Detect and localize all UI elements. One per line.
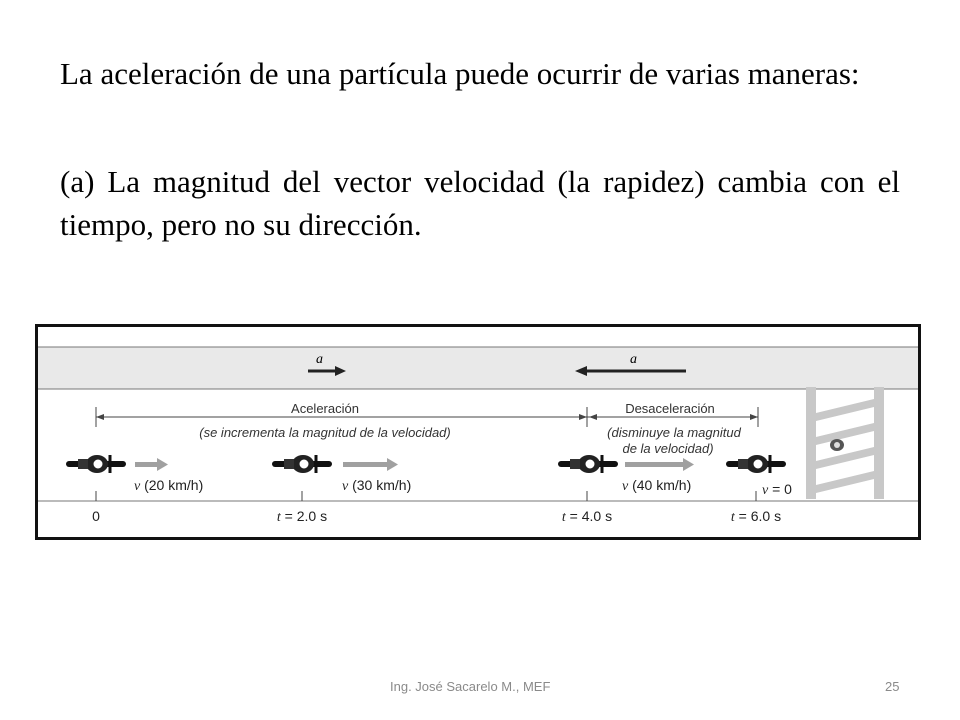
velocity-arrow-icon [625, 458, 694, 471]
case-a-paragraph: (a) La magnitud del vector velocidad (la rapidez) cambia con el tiempo, pero no su dirección. [60, 164, 900, 242]
time-label-1: t = 2.0 s [276, 508, 328, 525]
velocity-label-3: v (40 km/h) [622, 477, 692, 494]
velocity-label-2: v (30 km/h) [342, 477, 412, 494]
accel-vector-label: a [316, 352, 323, 367]
motorcycle-icon [726, 455, 786, 473]
acceleration-note: (se incrementa la magnitud de la velocidad) [199, 425, 451, 440]
motorcycle-acceleration-figure [35, 324, 921, 540]
time-label-2: t = 4.0 s [561, 508, 613, 525]
footer-author: Ing. José Sacarelo M., MEF [390, 679, 551, 694]
velocity-label-1: v (20 km/h) [134, 477, 204, 494]
velocity-arrow-icon [135, 458, 168, 471]
pedestrian-icon [830, 439, 844, 451]
motorcycle-icon [272, 455, 332, 473]
decel-vector-label: a [630, 352, 637, 367]
motorcycle-icon [558, 455, 618, 473]
time-label-0: 0 [92, 508, 100, 524]
deceleration-label: Desaceleración [625, 401, 715, 416]
deceleration-note-line2: de la velocidad) [622, 441, 714, 456]
acceleration-label: Aceleración [291, 401, 359, 416]
motorcycle-icon [66, 455, 126, 473]
intro-paragraph: La aceleración de una partícula puede ocurrir de varias maneras: [60, 56, 860, 91]
velocity-label-4: v = 0 [762, 481, 792, 498]
page-number: 25 [885, 679, 900, 694]
time-label-3: t = 6.0 s [730, 508, 782, 525]
figure-canvas [38, 327, 918, 537]
velocity-arrow-icon [343, 458, 398, 471]
deceleration-note-line1: (disminuye la magnitud [607, 425, 741, 440]
crosswalk-icon [806, 387, 884, 499]
road-top-band [38, 347, 918, 389]
